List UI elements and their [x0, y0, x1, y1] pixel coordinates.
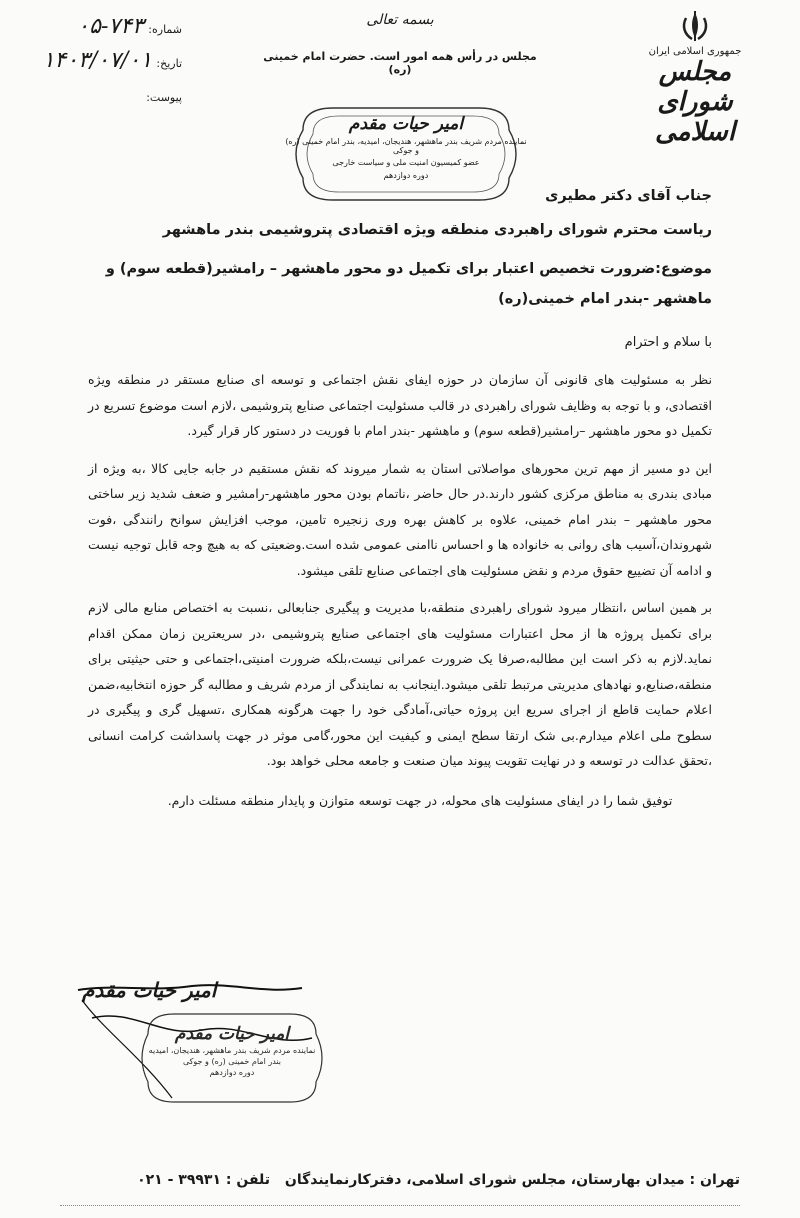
letter-footer — [60, 1172, 740, 1188]
seal-commission: عضو کمیسیون امنیت ملی و سیاست خارجی — [332, 158, 480, 167]
letter-center-header — [250, 12, 550, 76]
seal-constituency: نماینده مردم شریف بندر ماهشهر، هندیجان، امیدیه، بندر امام خمینی (ره) و جوکی — [285, 137, 527, 155]
footer-address: تهران : میدان بهارستان، مجلس شورای اسلامی، دفترکارنمایندگان — [284, 1172, 740, 1188]
footer-phone-label: تلفن : — [225, 1172, 271, 1188]
stamp-period: دوره دوازدهم — [209, 1068, 255, 1077]
closing-line: توفیق شما را در ایفای مسئولیت های محوله، در جهت توسعه متوازن و پایدار منطقه مسئلت دارم. — [167, 792, 673, 808]
number-value: ۷۴۳-۰۵ — [77, 14, 144, 39]
date-label: تاریخ: — [156, 57, 182, 70]
footer-divider — [60, 1205, 740, 1206]
motto: مجلس در رأس همه امور است. حضرت امام خمینی (ره) — [263, 50, 537, 76]
letter-date — [22, 46, 182, 80]
majlis-header — [620, 10, 770, 147]
paragraph-2: این دو مسیر از مهم ترین محورهای مواصلاتی استان به شمار میروند که نقش مستقیم در جابه جایی کالا ،به ویژه از مبادی بندری به مناطق مرکزی کشور دارند.در حال حاضر ،ناتمام بودن محور ماهشهر-رامشیر و ضعف شدید زیر ساختی محور ماهشهر – بندر امام خمینی، علاوه بر کاهش بهره وری زنجیره تامین، موجب افزایش سوانح رانندگی ،فوت شهروندان،آسیب های روانی به خانواده ها و احساس ناامنی عمومی شده است.وضعیتی که به هیچ وجه قابل توجیه نیست و ادامه آن تضییع حقوق مردم و نقض مسئولیت های اجتماعی صنایع تلقی میشود. — [88, 460, 712, 578]
stamp-line-2: بندر امام خمینی (ره) و جوکی — [182, 1057, 282, 1066]
basmala: بسمه تعالی — [366, 12, 434, 28]
iran-emblem-icon — [678, 10, 712, 44]
signature-stamp — [132, 1008, 332, 1108]
addressee-title: ریاست محترم شورای راهبردی منطقه ویژه اقتصادی پتروشیمی بندر ماهشهر — [162, 222, 712, 238]
majlis-logo-text: مجلس شورای اسلامی — [654, 57, 736, 147]
signature-name: امیر حیات مقدم — [82, 978, 217, 1002]
letter-number — [22, 12, 182, 46]
seal-name: امیر حیات مقدم — [348, 114, 464, 134]
addressee-name: جناب آقای دکتر مطیری — [545, 188, 712, 204]
letter-subject: موضوع:ضرورت تخصیص اعتبار برای تکمیل دو محور ماهشهر – رامشیر(قطعه سوم) و ماهشهر -بندر امام خمینی(ره) — [105, 261, 712, 307]
greeting: با سلام و احترام — [624, 335, 712, 350]
stamp-line-1: نماینده مردم شریف بندر ماهشهر، هندیجان، امیدیه — [148, 1046, 316, 1055]
seal-period: دوره دوازدهم — [383, 171, 429, 180]
letter-attachment — [22, 80, 182, 114]
attachment-label: پیوست: — [146, 91, 182, 104]
majlis-country-text: جمهوری اسلامی ایران — [648, 46, 742, 57]
footer-phone: ۳۹۹۳۱ - ۰۲۱ — [137, 1172, 222, 1188]
letter-body — [88, 184, 712, 813]
paragraph-1: نظر به مسئولیت های قانونی آن سازمان در حوزه ایفای نقش اجتماعی و توسعه ای صنایع مستقر در منطقه ویژه اقتصادی، و با توجه به وظایف شورای راهبردی در قالب مسئولیت اجتماعی صنایع پتروشیمی ،لازم است موضوع تسریع در تکمیل دو محور ماهشهر –رامشیر(قطعه سوم) و ماهشهر -بندر امام با فوریت در دستور کار قرار گیرد. — [88, 372, 712, 438]
signature-block — [72, 978, 352, 1118]
paragraph-3: بر همین اساس ،انتظار میرود شورای راهبردی منطقه،با مدیریت و پیگیری جنابعالی ،نسبت به اختصاص منابع مالی لازم برای تکمیل پروژه ها از محل اعتبارات مسئولیت های اجتماعی صنایع پتروشیمی ،در سریعترین زمان ممکن اقدام نماید.لازم به ذکر است این مطالبه،صرفا یک ضرورت عمرانی نیست،بلکه ضرورت امنیتی،اجتماعی و حتی حیثیتی برای منطقه،صنایع،و نهادهای مدیریتی مرتبط تلقی میشود.اینجانب به نمایندگی از مردم شریف و مطالبه گر حوزه انتخابیه،ضمن اعلام حمایت قاطع از اجرای سریع این پروژه حیاتی،آمادگی خود را جهت هرگونه همکاری ،تسهیل گری و پیگیری در سطوح ملی اعلام میدارم.بی شک ارتقا سطح ایمنی و کیفیت این محور،گامی موثر در جهت پاسداشت کرامت انسانی ،تحقق عدالت در توسعه و در نهایت تقویت پیوند میان صنعت و جامعه محلی خواهد بود. — [88, 600, 712, 768]
date-value: ۱۴۰۳/۰۷/۰۱ — [42, 48, 152, 73]
stamp-name: امیر حیات مقدم — [174, 1024, 290, 1044]
number-label: شماره: — [148, 23, 182, 36]
letter-meta — [22, 12, 182, 114]
